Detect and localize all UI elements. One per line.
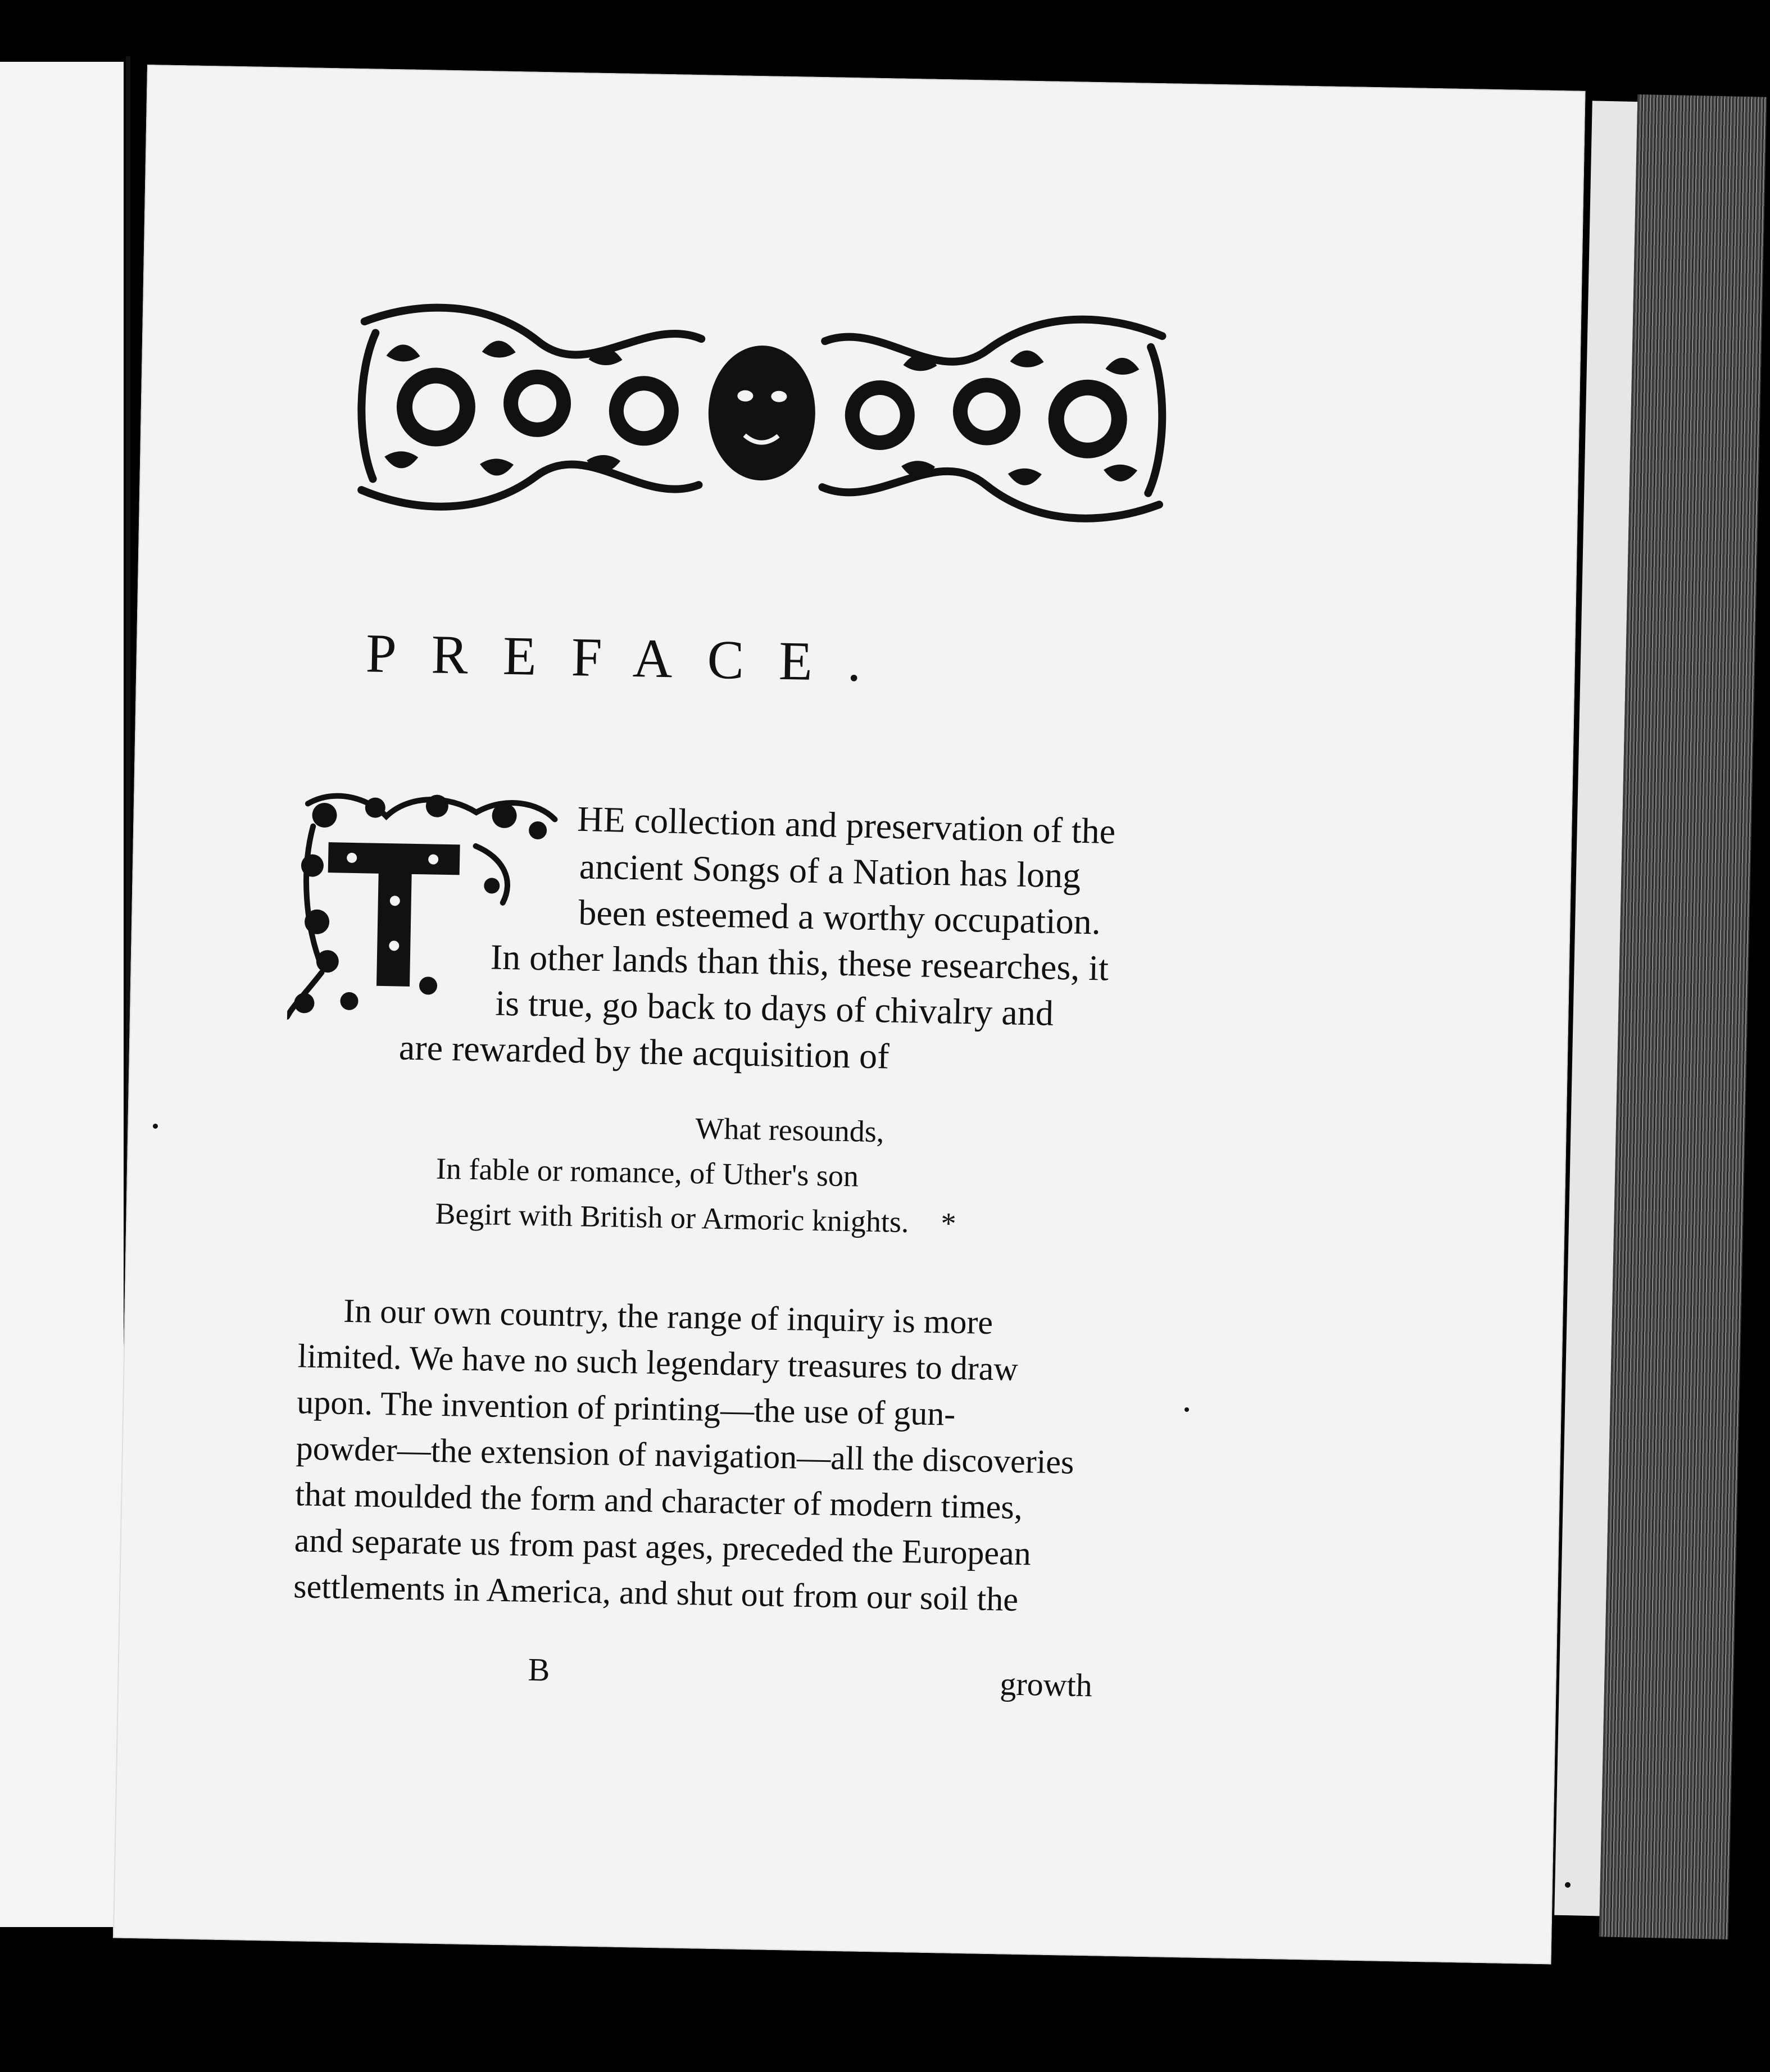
paragraph-line: that moulded the form and character of modern times, bbox=[294, 1475, 1023, 1526]
paragraph-line: settlements in America, and shut out from our soil the bbox=[293, 1567, 1019, 1618]
page-content bbox=[113, 65, 1586, 1964]
quotation-block bbox=[435, 1101, 911, 1244]
paragraph-line: upon. The invention of printing—the use of gun- bbox=[296, 1383, 956, 1433]
ornamental-headpiece bbox=[350, 288, 1174, 544]
paragraph-line: and separate us from past ages, preceded the European bbox=[294, 1521, 1032, 1573]
signature-mark: B bbox=[528, 1651, 551, 1688]
paragraph-line: ancient Songs of a Nation has long bbox=[579, 846, 1081, 896]
book-page bbox=[113, 65, 1586, 1964]
drop-cap-letter: T bbox=[391, 958, 394, 965]
paragraph-line: limited. We have no such legendary treasures to draw bbox=[297, 1337, 1019, 1388]
dust-speck bbox=[153, 1124, 158, 1129]
paragraph-line: HE collection and preservation of the bbox=[577, 798, 1116, 852]
paragraph-line: In other lands than this, these researches, it bbox=[490, 937, 1109, 988]
quotation-line: In fable or romance, of Uther's son bbox=[435, 1151, 859, 1193]
paragraph-line: are rewarded by the acquisition of bbox=[398, 1027, 890, 1076]
catchword: growth bbox=[999, 1665, 1093, 1704]
footnote-mark: * bbox=[940, 1206, 956, 1241]
dust-speck bbox=[1565, 1882, 1571, 1888]
quotation-line: Begirt with British or Armoric knights. bbox=[435, 1196, 909, 1239]
page-title: PREFACE. bbox=[365, 623, 897, 694]
left-page bbox=[0, 62, 124, 1927]
quotation-line: What resounds, bbox=[695, 1111, 884, 1149]
dust-speck bbox=[1184, 1407, 1189, 1412]
paragraph-line: been esteemed a worthy occupation. bbox=[578, 892, 1101, 942]
paragraph-line: powder—the extension of navigation—all the discoveries bbox=[296, 1429, 1074, 1481]
paragraph-line: is true, go back to days of chivalry and bbox=[494, 983, 1054, 1033]
paragraph-line: In our own country, the range of inquiry is more bbox=[343, 1292, 993, 1341]
paragraph-2 bbox=[293, 1287, 1147, 1625]
